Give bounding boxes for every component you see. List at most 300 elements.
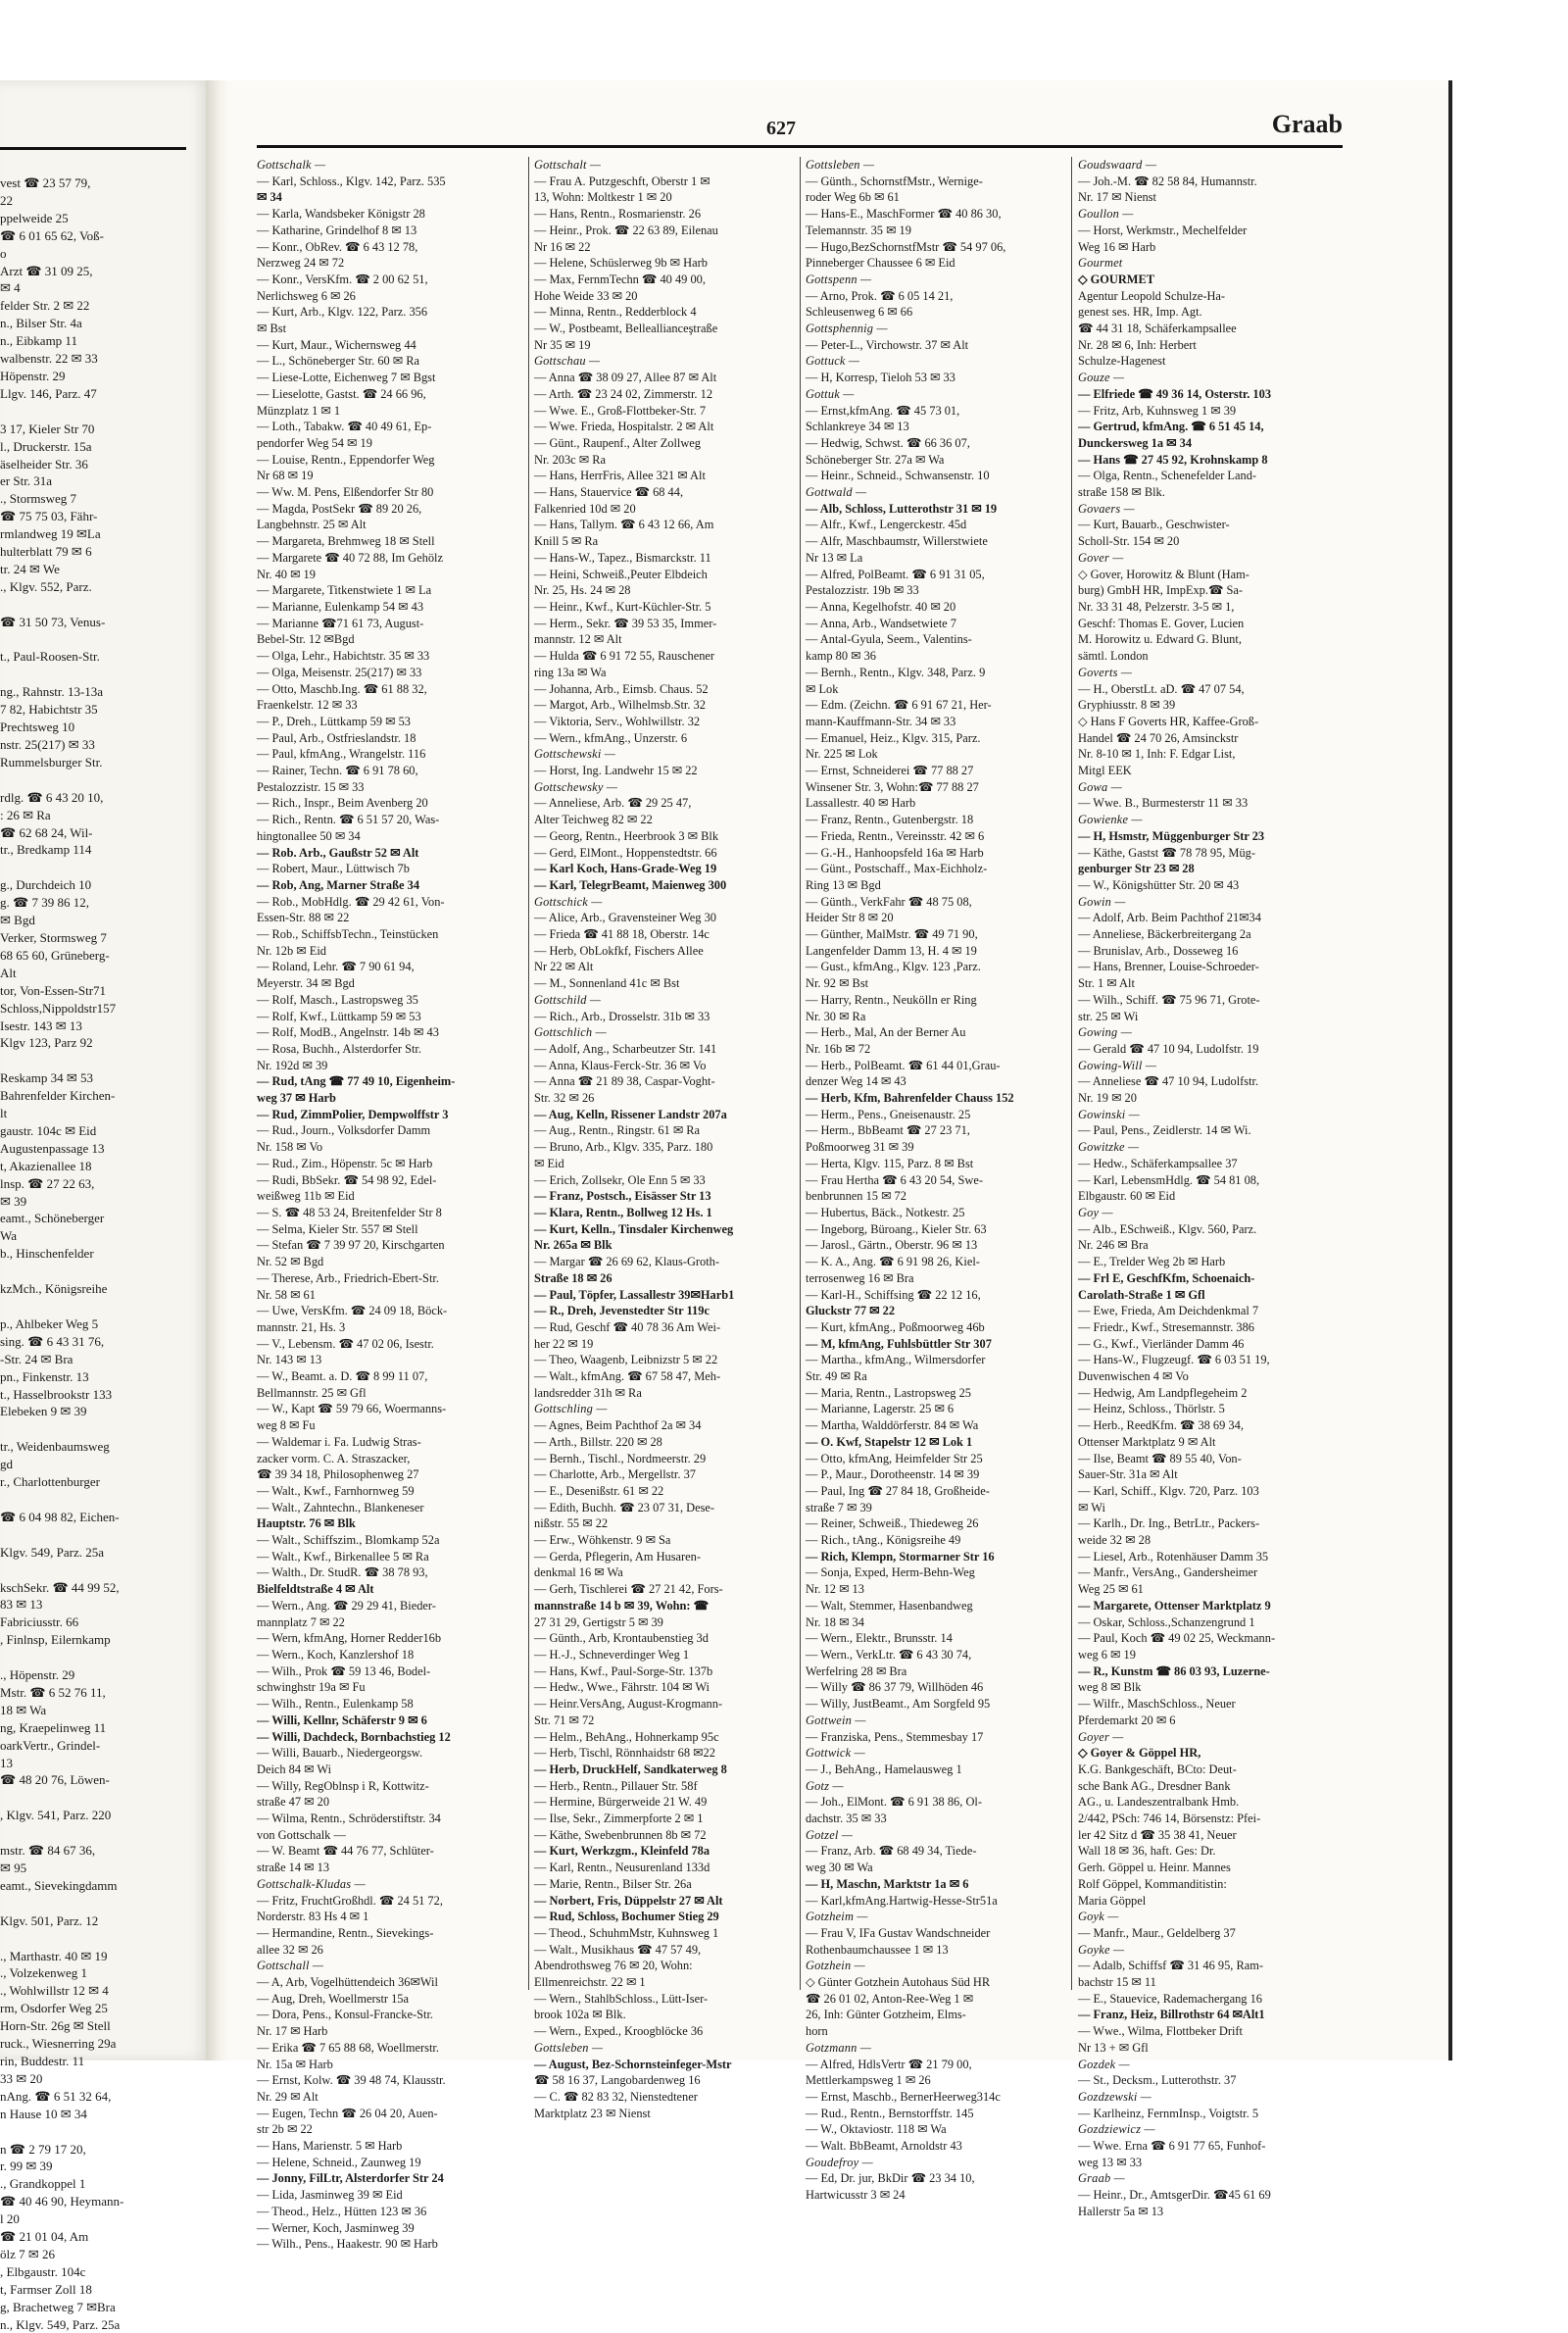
facing-page-text: [0, 174, 206, 2333]
directory-entry-line: — Heinr., Dr., AmtsgerDir. ☎45 61 69: [1078, 2188, 1271, 2203]
directory-entry-line: — Bernh., Rentn., Klgv. 348, Parz. 9: [806, 665, 986, 679]
directory-entry-line: — W., Oktaviostr. 118 ✉ Wa: [806, 2122, 947, 2137]
facing-page-line: ☎ 6 01 65 62, Voß-: [0, 227, 104, 243]
directory-entry-line: — Kurt, Arb., Klgv. 122, Parz. 356: [257, 305, 428, 320]
directory-entry-line: Maria Göppel: [1078, 1893, 1147, 1908]
directory-entry-line: — Adolf, Arb. Beim Pachthof 21✉34: [1078, 911, 1261, 925]
directory-entry-line: — Willy, JustBeamt., Am Sorgfeld 95: [806, 1697, 991, 1712]
surname-heading: Gottschau —: [534, 354, 601, 369]
directory-entry-line: — Stefan ☎ 7 39 97 20, Kirschgarten: [257, 1238, 445, 1253]
directory-entry-line: genburger Str 23 ✉ 28: [1078, 862, 1195, 876]
directory-entry-line: — Käthe, Gastst ☎ 78 78 95, Müg-: [1078, 845, 1255, 860]
directory-entry-line: — Marianne, Lagerstr. 25 ✉ 6: [806, 1402, 955, 1416]
facing-page-line: Reskamp 34 ✉ 53: [0, 1070, 94, 1086]
directory-entry-line: — Louise, Rentn., Eppendorfer Weg: [257, 452, 435, 467]
facing-page-line: [0, 1824, 206, 1842]
directory-entry-line: — Martha, Walddörferstr. 84 ✉ Wa: [806, 1418, 979, 1433]
surname-heading: Gottschling —: [534, 1402, 608, 1416]
directory-entry-line: — Olga, Meisenstr. 25(217) ✉ 33: [257, 665, 422, 679]
directory-entry-line: — Wern, kfmAng, Horner Redder16b: [257, 1631, 442, 1646]
directory-entry-line: — Gertrud, kfmAng. ☎ 6 51 45 14,: [1078, 420, 1264, 434]
directory-entry-line: Schulze-Hagenest: [1078, 354, 1166, 369]
facing-page-line: Klgv. 501, Parz. 12: [0, 1912, 99, 1928]
directory-entry-line: — Gerd, ElMont., Hoppenstedtstr. 66: [534, 845, 717, 860]
directory-entry-line: — Wern., StahlbSchloss., Lütt-Iser-: [534, 1991, 709, 2006]
directory-entry-line: — Kurt, Werkzgm., Kleinfeld 78a: [534, 1844, 710, 1859]
directory-entry-line: Nr. 33 31 48, Pelzerstr. 3-5 ✉ 1,: [1078, 599, 1235, 614]
facing-page-line: sing. ☎ 6 43 31 76,: [0, 1333, 105, 1349]
directory-entry-line: — Helene, Schüslerweg 9b ✉ Harb: [534, 256, 708, 271]
surname-heading: Gozdziewicz —: [1078, 2122, 1155, 2137]
facing-page-line: ✉ Bgd: [0, 913, 35, 928]
directory-entry-line: — Alb, Schloss, Lutterothstr 31 ✉ 19: [806, 501, 998, 516]
directory-entry-line: weg 8 ✉ Fu: [257, 1418, 316, 1433]
facing-page-line: Wa: [0, 1228, 17, 1244]
directory-entry-line: — Otto, Maschb.Ing. ☎ 61 88 32,: [257, 681, 427, 696]
directory-entry-line: — Heinz, Schloss., Thörlstr. 5: [1078, 1402, 1225, 1416]
directory-entry-line: — E., Stauevice, Rademachergang 16: [1078, 1991, 1262, 2006]
directory-entry-line: — Walt., Schiffszim., Blomkamp 52a: [257, 1533, 440, 1548]
directory-entry-line: — Horst, Ing. Landwehr 15 ✉ 22: [534, 764, 698, 778]
directory-entry-line: Elbgaustr. 60 ✉ Eid: [1078, 1189, 1176, 1204]
facing-page-line: n ☎ 2 79 17 20,: [0, 2141, 86, 2157]
book-gutter: [206, 80, 229, 2060]
surname-heading: Gottuck —: [806, 354, 860, 369]
directory-entry-line: mannstraße 14 b ✉ 39, Wohn: ☎: [534, 1598, 710, 1613]
facing-page-line: ☎ 62 68 24, Wil-: [0, 824, 93, 840]
facing-page-line: Alt: [0, 965, 17, 980]
facing-page-line: lnsp. ☎ 27 22 63,: [0, 1175, 95, 1191]
directory-entry-line: — Günth., SchornstfMstr., Wernige-: [806, 174, 983, 188]
directory-entry-line: — Lida, Jasminweg 39 ✉ Eid: [257, 2188, 403, 2203]
facing-page-line: ☎ 21 01 04, Am: [0, 2229, 89, 2245]
directory-entry-line: — Anna, Kegelhofstr. 40 ✉ 20: [806, 599, 956, 614]
directory-entry-line: — Rolf, Masch., Lastropsweg 35: [257, 992, 418, 1007]
directory-entry-line: — Heinr., Schneid., Schwansenstr. 10: [806, 469, 990, 483]
directory-entry-line: — Theo, Waagenb, Leibnizstr 5 ✉ 22: [534, 1353, 718, 1367]
directory-entry-line: Münzplatz 1 ✉ 1: [257, 403, 341, 418]
directory-entry-line: — Wwe. Erna ☎ 6 91 77 65, Funhof-: [1078, 2139, 1266, 2154]
directory-entry-line: — Wern., Elektr., Brunsstr. 14: [806, 1631, 953, 1646]
facing-page-fragment: [0, 80, 211, 2332]
directory-entry-line: — P., Maur., Dorotheenstr. 14 ✉ 39: [806, 1467, 980, 1482]
directory-entry-line: — Franz, Arb. ☎ 68 49 34, Tiede-: [806, 1844, 977, 1859]
directory-entry-line: — Rich., Arb., Drosselstr. 31b ✉ 33: [534, 1009, 710, 1023]
directory-entry-line: — Rudi, BbSekr. ☎ 54 98 92, Edel-: [257, 1172, 437, 1187]
directory-entry-line: — Margot, Arb., Wilhelmsb.Str. 32: [534, 698, 706, 713]
directory-entry-line: — Peter-L., Virchowstr. 37 ✉ Alt: [806, 337, 969, 352]
directory-entry-line: — Wwe., Wilma, Flottbeker Drift: [1078, 2024, 1244, 2039]
directory-entry-line: burg) GmbH HR, ImpExp.☎ Sa-: [1078, 583, 1244, 598]
directory-entry-line: Winsener Str. 3, Wohn:☎ 77 88 27: [806, 779, 979, 794]
directory-entry-line: — Karl, Rentn., Neusurenland 133d: [534, 1861, 710, 1875]
page-edge: [1448, 80, 1452, 2060]
directory-entry-line: — Magda, PostSekr ☎ 89 20 26,: [257, 501, 422, 516]
directory-entry-line: Rolf Göppel, Kommanditistin:: [1078, 1876, 1227, 1891]
facing-page-line: t., Paul-Roosen-Str.: [0, 649, 100, 665]
facing-page-line: Fabriciusstr. 66: [0, 1614, 79, 1630]
directory-entry-line: denzer Weg 14 ✉ 43: [806, 1074, 906, 1089]
directory-entry-line: — Walt., Kwf., Farnhornweg 59: [257, 1483, 415, 1498]
directory-entry-line: str 2b ✉ 22: [257, 2122, 313, 2137]
directory-column-1: [257, 157, 514, 2252]
directory-entry-line: Nr. 143 ✉ 13: [257, 1353, 322, 1367]
directory-entry-line: — Herb., Rentn., Pillauer Str. 58f: [534, 1778, 698, 1793]
directory-entry-line: — Joh.-M. ☎ 82 58 84, Humannstr.: [1078, 174, 1257, 188]
facing-page-line: ✉ 95: [0, 1861, 27, 1875]
directory-entry-line: — Walt., Kwf., Birkenallee 5 ✉ Ra: [257, 1549, 429, 1564]
directory-entry-line: Nr. 225 ✉ Lok: [806, 747, 878, 762]
directory-entry-line: ✉ Lok: [806, 681, 839, 696]
directory-entry-line: weißweg 11b ✉ Eid: [257, 1189, 355, 1204]
directory-entry-line: Bellmannstr. 25 ✉ Gfl: [257, 1385, 367, 1400]
directory-entry-line: — H, Hsmstr, Müggenburger Str 23: [1078, 828, 1265, 843]
directory-entry-line: Nr. 12b ✉ Eid: [257, 943, 326, 958]
directory-entry-line: str. 25 ✉ Wi: [1078, 1009, 1139, 1023]
directory-entry-line: — Ernst, Kolw. ☎ 39 48 74, Klausstr.: [257, 2073, 446, 2088]
facing-page-line: Isestr. 143 ✉ 13: [0, 1018, 82, 1033]
facing-page-line: Klgv. 549, Parz. 25a: [0, 1544, 105, 1560]
directory-entry-line: Nr. 192d ✉ 39: [257, 1058, 328, 1072]
surname-heading: Gottschild —: [534, 992, 602, 1007]
directory-entry-line: — Norbert, Fris, Düppelstr 27 ✉ Alt: [534, 1893, 723, 1908]
directory-entry-line: — Rob. Arb., Gaußstr 52 ✉ Alt: [257, 845, 419, 860]
directory-entry-line: — P., Dreh., Lüttkamp 59 ✉ 53: [257, 714, 411, 728]
directory-entry-line: — Frau V, IFa Gustav Wandschneider: [806, 1925, 991, 1940]
directory-entry-line: — Gerda, Pflegerin, Am Husaren-: [534, 1549, 701, 1564]
directory-entry-line: Mettlerkampsweg 1 ✉ 26: [806, 2073, 931, 2088]
directory-entry-line: — Olga, Rentn., Schenefelder Land-: [1078, 469, 1257, 483]
surname-heading: Gotzhein —: [806, 1959, 865, 1973]
directory-entry-line: hingtonallee 50 ✉ 34: [257, 828, 361, 843]
directory-entry-line: — Alice, Arb., Gravensteiner Weg 30: [534, 911, 716, 925]
directory-entry-line: Fraenkelstr. 12 ✉ 33: [257, 698, 358, 713]
directory-entry-line: Nr. 265a ✉ Blk: [534, 1238, 612, 1253]
facing-page-line: mstr. ☎ 84 67 36,: [0, 1843, 96, 1859]
directory-entry-line: — Anna, Arb., Wandsetwiete 7: [806, 616, 956, 630]
directory-entry-line: — Aug, Kelln, Rissener Landstr 207a: [534, 1107, 727, 1121]
directory-entry-line: — Manfr., Maur., Geldelberg 37: [1078, 1925, 1236, 1940]
directory-entry-line: — Hans, Stauervice ☎ 68 44,: [534, 485, 684, 500]
directory-entry-line: ✉ Wi: [1078, 1500, 1105, 1514]
directory-entry-line: — Manfr., VersAng., Gandersheimer: [1078, 1565, 1258, 1580]
directory-entry-line: — Willi, Kellnr, Schäferstr 9 ✉ 6: [257, 1713, 427, 1727]
directory-entry-line: weg 30 ✉ Wa: [806, 1861, 873, 1875]
directory-entry-line: — Konr., ObRev. ☎ 6 43 12 78,: [257, 239, 418, 254]
directory-entry-line: — Rich., Inspr., Beim Avenberg 20: [257, 796, 428, 811]
directory-entry-line: — Hermine, Bürgerweide 21 W. 49: [534, 1795, 708, 1810]
directory-entry-line: — Karl, LebensmHdlg. ☎ 54 81 08,: [1078, 1172, 1260, 1187]
directory-entry-line: — H, Korresp, Tieloh 53 ✉ 33: [806, 371, 956, 385]
directory-entry-line: 2/442, PSch: 746 14, Börsenstz: Pfei-: [1078, 1812, 1261, 1826]
directory-entry-line: — Hugo,BezSchornstfMstr ☎ 54 97 06,: [806, 239, 1006, 254]
directory-entry-line: Nr. 92 ✉ Bst: [806, 976, 869, 991]
facing-page-line: Horn-Str. 26g ✉ Stell: [0, 2018, 111, 2034]
directory-entry-line: straße 47 ✉ 20: [257, 1795, 330, 1810]
directory-entry-line: — Antal-Gyula, Seem., Valentins-: [806, 632, 972, 647]
facing-page-line: tor, Von-Essen-Str71: [0, 982, 107, 998]
directory-entry-line: — Frau Hertha ☎ 6 43 20 54, Swe-: [806, 1172, 983, 1187]
directory-entry-line: Lassallestr. 40 ✉ Harb: [806, 796, 916, 811]
directory-entry-line: denkmal 16 ✉ Wa: [534, 1565, 623, 1580]
directory-entry-line: mannstr. 12 ✉ Alt: [534, 632, 622, 647]
directory-entry-line: Pestalozzistr. 19b ✉ 33: [806, 583, 919, 598]
directory-entry-line: pendorfer Weg 54 ✉ 19: [257, 435, 372, 450]
directory-entry-line: Meyerstr. 34 ✉ Bgd: [257, 976, 355, 991]
directory-entry-line: ✉ Bst: [257, 322, 287, 336]
directory-entry-line: — Hans, Kwf., Paul-Sorge-Str. 137b: [534, 1663, 713, 1678]
facing-page-line: n., Klgv. 549, Parz. 25a: [0, 2316, 121, 2332]
directory-entry-line: — W. Beamt ☎ 44 76 77, Schlüter-: [257, 1844, 434, 1859]
directory-entry-line: — Wilh., Pens., Haakestr. 90 ✉ Harb: [257, 2237, 438, 2252]
directory-entry-line: — Liesel, Arb., Rotenhäuser Damm 35: [1078, 1549, 1269, 1564]
facing-page-line: Bahrenfelder Kirchen-: [0, 1088, 116, 1104]
directory-entry-line: — Hans, Rentn., Rosmarienstr. 26: [534, 207, 702, 222]
directory-entry-line: weg 13 ✉ 33: [1078, 2155, 1143, 2169]
facing-page-line: gd: [0, 1457, 13, 1472]
directory-entry-line: — Paul, Ing ☎ 27 84 18, Großheide-: [806, 1483, 990, 1498]
directory-entry-line: — Ilse, Beamt ☎ 89 55 40, Von-: [1078, 1451, 1242, 1465]
facing-page-line: gaustr. 104c ✉ Eid: [0, 1122, 97, 1138]
directory-entry-line: — Konr., VersKfm. ☎ 2 00 62 51,: [257, 272, 428, 286]
facing-page-line: tr. 24 ✉ We: [0, 561, 60, 576]
directory-entry-line: — Rob., SchiffsbTechn., Teinstücken: [257, 927, 439, 942]
directory-entry-line: sche Bank AG., Dresdner Bank: [1078, 1778, 1231, 1793]
directory-entry-line: — Margar ☎ 26 69 62, Klaus-Groth-: [534, 1255, 719, 1269]
directory-entry-line: weide 32 ✉ 28: [1078, 1533, 1152, 1548]
facing-page-line: rin, Buddestr. 11: [0, 2053, 85, 2068]
directory-entry-line: — Karl-H., Schiffsing ☎ 22 12 16,: [806, 1287, 981, 1302]
directory-entry-line: — G., Kwf., Vierländer Damm 46: [1078, 1336, 1245, 1351]
directory-entry-line: — Rolf, Kwf., Lüttkamp 59 ✉ 53: [257, 1009, 421, 1023]
directory-entry-line: — Rud, Schloss, Bochumer Stieg 29: [534, 1910, 719, 1924]
directory-entry-line: — Anneliese ☎ 47 10 94, Ludolfstr.: [1078, 1074, 1259, 1089]
directory-entry-line: — Gust., kfmAng., Klgv. 123 ,Parz.: [806, 960, 981, 974]
directory-entry-line: — Paul, Pens., Zeidlerstr. 14 ✉ Wi.: [1078, 1123, 1251, 1138]
directory-entry-line: — Wern., Exped., Kroogblöcke 36: [534, 2024, 704, 2039]
directory-entry-line: — Wern., VerkLtr. ☎ 6 43 30 74,: [806, 1647, 972, 1662]
directory-entry-line: Bielfeldtstraße 4 ✉ Alt: [257, 1582, 374, 1597]
surname-heading: Gottwein —: [806, 1713, 866, 1727]
page-header: [257, 106, 1343, 149]
facing-page-line: n., Bilser Str. 4a: [0, 316, 82, 331]
directory-entry-line: Langenfelder Damm 13, H. 4 ✉ 19: [806, 943, 977, 958]
directory-entry-line: ◇ GOURMET: [1078, 272, 1155, 286]
directory-entry-line: — H., OberstLt. aD. ☎ 47 07 54,: [1078, 681, 1245, 696]
directory-entry-line: Knill 5 ✉ Ra: [534, 534, 599, 549]
directory-entry-line: schwinghstr 19a ✉ Fu: [257, 1680, 366, 1695]
directory-column-4: [1078, 157, 1335, 2218]
directory-entry-line: — Karlh., Dr. Ing., BetrLtr., Packers-: [1078, 1516, 1260, 1531]
surname-heading: Goudswaard —: [1078, 158, 1157, 172]
directory-entry-line: Scholl-Str. 154 ✉ 20: [1078, 534, 1180, 549]
directory-entry-line: — Karl, TelegrBeamt, Maienweg 300: [534, 877, 727, 892]
directory-entry-line: Nr. 158 ✉ Vo: [257, 1140, 323, 1155]
directory-entry-line: — Theod., Helz., Hütten 123 ✉ 36: [257, 2204, 427, 2218]
directory-entry-line: — Alfred, PolBeamt. ☎ 6 91 31 05,: [806, 567, 985, 581]
directory-entry-line: Bebel-Str. 12 ✉Bgd: [257, 632, 355, 647]
directory-entry-line: — Karlheinz, FernmInsp., Voigtstr. 5: [1078, 2106, 1259, 2120]
facing-page-line: eamt., Schöneberger: [0, 1211, 105, 1226]
facing-page-line: b., Hinschenfelder: [0, 1246, 94, 1262]
directory-entry-line: Nr. 16b ✉ 72: [806, 1041, 871, 1056]
directory-entry-line: — Rolf, ModB., Angelnstr. 14b ✉ 43: [257, 1025, 439, 1040]
surname-heading: Gottsleben —: [806, 158, 875, 172]
directory-entry-line: — Uwe, VersKfm. ☎ 24 09 18, Böck-: [257, 1304, 448, 1318]
directory-entry-line: — Alfr, Maschbaumstr, Willerstwiete: [806, 534, 988, 549]
directory-entry-line: — Hubertus, Bäck., Notkestr. 25: [806, 1206, 965, 1219]
facing-page-line: tr., Weidenbaumsweg: [0, 1439, 110, 1455]
directory-entry-line: — Ernst,kfmAng. ☎ 45 73 01,: [806, 403, 960, 418]
directory-entry-line: Nr 13 + ✉ Gfl: [1078, 2040, 1149, 2055]
directory-entry-line: Alter Teichweg 82 ✉ 22: [534, 813, 653, 827]
facing-page-line: 83 ✉ 13: [0, 1597, 43, 1613]
directory-entry-line: Nr. 19 ✉ 20: [1078, 1091, 1137, 1106]
directory-entry-line: — Ernst, Maschb., BernerHeerweg314c: [806, 2089, 1001, 2104]
directory-entry-line: — Rud, ZimmPolier, Dempwolffstr 3: [257, 1107, 449, 1121]
directory-entry-line: — Emanuel, Heiz., Klgv. 315, Parz.: [806, 730, 981, 745]
directory-entry-line: — Herb, DruckHelf, Sandkaterweg 8: [534, 1762, 727, 1776]
directory-entry-line: — Rich., Rentn. ☎ 6 51 57 20, Was-: [257, 813, 440, 827]
directory-entry-line: Handel ☎ 24 70 26, Amsinckstr: [1078, 730, 1239, 745]
surname-heading: Gottschall —: [257, 1959, 324, 1973]
directory-entry-line: dachstr. 35 ✉ 33: [806, 1812, 887, 1826]
directory-entry-line: ler 42 Sitz d ☎ 35 38 41, Neuer: [1078, 1827, 1237, 1842]
surname-heading: Gottspenn —: [806, 272, 872, 286]
directory-entry-line: Weg 25 ✉ 61: [1078, 1582, 1144, 1597]
surname-heading: Gottschalk —: [257, 158, 326, 172]
directory-entry-line: — Marie, Rentn., Bilser Str. 26a: [534, 1876, 692, 1891]
directory-entry-line: — Franz, Heiz, Billrothstr 64 ✉Alt1: [1078, 2008, 1265, 2022]
facing-page-line: ., Marthastr. 40 ✉ 19: [0, 1948, 108, 1963]
directory-entry-line: — Ed, Dr. jur, BkDir ☎ 23 34 10,: [806, 2171, 975, 2186]
facing-page-line: [0, 666, 206, 683]
facing-page-line: g. ☎ 7 39 86 12,: [0, 895, 89, 911]
directory-entry-line: Dunckersweg 1a ✉ 34: [1078, 435, 1193, 450]
directory-entry-line: — Wilh., Rentn., Eulenkamp 58: [257, 1697, 414, 1712]
surname-heading: Gouze —: [1078, 371, 1125, 385]
surname-heading: Gottwald —: [806, 485, 867, 500]
surname-heading: Goverts —: [1078, 665, 1133, 679]
facing-page-line: : 26 ✉ Ra: [0, 807, 51, 822]
directory-entry-line: — Hans, HerrFris, Allee 321 ✉ Alt: [534, 469, 706, 483]
directory-column-2: [534, 157, 791, 2120]
facing-page-line: [0, 596, 206, 614]
directory-entry-line: — Anneliese, Arb. ☎ 29 25 47,: [534, 796, 692, 811]
facing-page-line: Augustenpassage 13: [0, 1140, 105, 1156]
directory-entry-line: Nr. 203c ✉ Ra: [534, 452, 607, 467]
directory-entry-line: — Paul, Koch ☎ 49 02 25, Weckmann-: [1078, 1631, 1276, 1646]
directory-entry-line: — Herb, Kfm, Bahrenfelder Chauss 152: [806, 1091, 1014, 1106]
directory-entry-line: — Waldemar i. Fa. Ludwig Stras-: [257, 1434, 421, 1449]
directory-entry-line: — Theod., SchuhmMstr, Kuhnsweg 1: [534, 1925, 719, 1940]
directory-entry-line: Nr. 52 ✉ Bgd: [257, 1255, 324, 1269]
surname-heading: Gottschalt —: [534, 158, 602, 172]
directory-entry-line: — Fritz, Arb, Kuhnsweg 1 ✉ 39: [1078, 403, 1237, 418]
facing-page-line: o: [0, 245, 7, 261]
directory-entry-line: genest ses. HR, Imp. Agt.: [1078, 305, 1202, 320]
directory-entry-line: — Paul, kfmAng., Wrangelstr. 116: [257, 747, 426, 762]
directory-entry-line: ☎ 44 31 18, Schäferkampsallee: [1078, 322, 1237, 336]
directory-entry-line: kamp 80 ✉ 36: [806, 649, 876, 664]
facing-page-line: nstr. 25(217) ✉ 33: [0, 737, 95, 752]
directory-entry-line: — Hans-W., Tapez., Bismarckstr. 11: [534, 550, 711, 565]
directory-entry-line: — W., Beamt. a. D. ☎ 8 99 11 07,: [257, 1369, 428, 1384]
running-head: Graab: [1271, 110, 1343, 138]
directory-entry-line: Werfelring 28 ✉ Bra: [806, 1663, 907, 1678]
directory-entry-line: — Walt., Zahntechn., Blankeneser: [257, 1500, 424, 1514]
facing-page-line: ✉ 39: [0, 1193, 27, 1209]
directory-entry-line: — K. A., Ang. ☎ 6 91 98 26, Kiel-: [806, 1255, 980, 1269]
directory-entry-line: straße 7 ✉ 39: [806, 1500, 872, 1514]
directory-entry-line: — Karl,kfmAng.Hartwig-Hesse-Str51a: [806, 1893, 998, 1908]
surname-heading: Gotz —: [806, 1778, 844, 1793]
facing-page-line: ☎ 40 46 90, Heymann-: [0, 2194, 124, 2209]
directory-entry-line: — August, Bez-Schornsteinfeger-Mstr: [534, 2057, 732, 2071]
directory-entry-line: — Walt., Musikhaus ☎ 47 57 49,: [534, 1942, 702, 1957]
directory-column-3: [806, 157, 1062, 2203]
facing-page-line: l 20: [0, 2211, 20, 2227]
facing-page-line: r. 99 ✉ 39: [0, 2159, 53, 2174]
directory-entry-line: Agentur Leopold Schulze-Ha-: [1078, 288, 1226, 303]
surname-heading: Goy —: [1078, 1206, 1113, 1219]
directory-entry-line: her 22 ✉ 19: [534, 1336, 594, 1351]
directory-entry-line: — Katharine, Grindelhof 8 ✉ 13: [257, 223, 417, 237]
directory-entry-line: Hartwicusstr 3 ✉ 24: [806, 2188, 906, 2203]
directory-entry-line: — Hermandine, Rentn., Sievekings-: [257, 1925, 434, 1940]
directory-entry-line: — Walt, Stemmer, Hasenbandweg: [806, 1598, 973, 1613]
directory-entry-line: — Karl Koch, Hans-Grade-Weg 19: [534, 862, 717, 876]
directory-entry-line: — Werner, Koch, Jasminweg 39: [257, 2220, 415, 2235]
directory-entry-line: — Charlotte, Arb., Mergellstr. 37: [534, 1467, 696, 1482]
directory-entry-line: Pestalozzistr. 15 ✉ 33: [257, 779, 365, 794]
facing-page-line: ., Höpenstr. 29: [0, 1667, 75, 1683]
directory-entry-line: Nr. 40 ✉ 19: [257, 567, 316, 581]
directory-entry-line: — Edith, Buchh. ☎ 23 07 31, Dese-: [534, 1500, 715, 1514]
directory-entry-line: — Wern., kfmAng., Unzerstr. 6: [534, 730, 688, 745]
facing-page-line: ., Klgv. 552, Parz.: [0, 578, 92, 594]
surname-heading: Gottsphennig —: [806, 322, 888, 336]
facing-page-line: felder Str. 2 ✉ 22: [0, 298, 90, 314]
facing-page-line: ., Volzekenweg 1: [0, 1965, 88, 1981]
directory-entry-line: — Otto, kfmAng, Heimfelder Str 25: [806, 1451, 983, 1465]
directory-entry-line: — Rud, Geschf ☎ 40 78 36 Am Wei-: [534, 1319, 721, 1334]
directory-entry-line: landsredder 31h ✉ Ra: [534, 1385, 642, 1400]
directory-entry-line: — Therese, Arb., Friedrich-Ebert-Str.: [257, 1270, 439, 1285]
directory-entry-line: horn: [806, 2024, 828, 2039]
directory-entry-line: — Minna, Rentn., Redderblock 4: [534, 305, 697, 320]
surname-heading: Gowa —: [1078, 779, 1122, 794]
directory-entry-line: — Willi, Bauarb., Niedergeorgsw.: [257, 1746, 423, 1761]
surname-heading: Gowin —: [1078, 894, 1126, 909]
directory-entry-line: — Max, FernmTechn ☎ 40 49 00,: [534, 272, 706, 286]
surname-heading: Gotzheim —: [806, 1910, 868, 1924]
directory-entry-line: — Rainer, Techn. ☎ 6 91 78 60,: [257, 764, 418, 778]
directory-entry-line: — Frieda, Rentn., Vereinsstr. 42 ✉ 6: [806, 828, 985, 843]
directory-entry-line: straße 158 ✉ Blk.: [1078, 485, 1165, 500]
directory-entry-line: — Hans, Tallym. ☎ 6 43 12 66, Am: [534, 518, 714, 532]
facing-page-line: ☎ 6 04 98 82, Eichen-: [0, 1509, 120, 1524]
facing-page-line: [0, 1298, 206, 1315]
directory-entry-line: — Georg, Rentn., Heerbrook 3 ✉ Blk: [534, 828, 719, 843]
directory-entry-line: Deich 84 ✉ Wi: [257, 1762, 332, 1776]
facing-page-line: [0, 2123, 206, 2141]
directory-entry-line: — Kurt, kfmAng., Poßmoorweg 46b: [806, 1319, 985, 1334]
directory-entry-line: — Ernst, Schneiderei ☎ 77 88 27: [806, 764, 974, 778]
directory-entry-line: — Margarete, Ottenser Marktplatz 9: [1078, 1598, 1271, 1613]
facing-page-line: ölz 7 ✉ 26: [0, 2246, 56, 2261]
facing-page-line: tr., Bredkamp 114: [0, 842, 92, 858]
